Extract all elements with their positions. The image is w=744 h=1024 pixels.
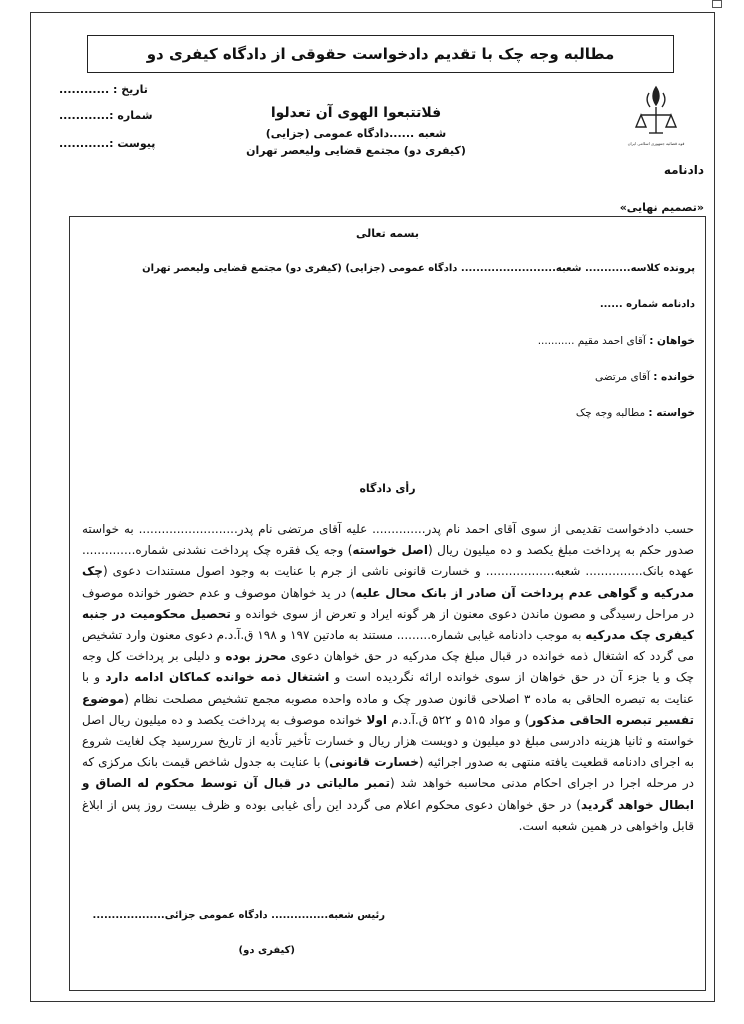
ruling-segment: ) و مواد ۵۱۵ و ۵۲۲ ق.آ.د.م	[387, 712, 530, 727]
signature-line: رئیس شعبه............... دادگاه عمومی جزائی...................	[92, 910, 385, 921]
ruling-segment: خوانده موصوف به پرداخت یکصد و ده میلیون ریال اصل خواسته و ثانیا هزینه دادرسی مبلغ دو میلیون و دویست هزار ریال و خسارت تأخیر تأدیه از تاریخ سررسید چک لغایت شروع به اجرای دادنامه قطعیت یافته منتهی به صدور اجرائیه (	[82, 712, 694, 770]
document-page	[30, 12, 715, 1002]
ruling-emphasis: اولا	[366, 712, 388, 727]
request-line	[576, 407, 695, 419]
ruling-segment: ) در حق خواهان دعوی محکوم اعلام می گردد این رأی غیابی بوده و ظرف بیست روز پس از ابلاغ قابل واخواهی در همین شعبه است.	[82, 797, 694, 833]
defendant-label: خوانده :	[653, 371, 695, 383]
ruling-segment: حسب دادخواست تقدیمی از سوی آقای احمد نام پدر.............. علیه آقای مرتضی نام پدر.......................... به خواسته صدور حکم به پرداخت مبلغ یکصد و ده میلیون ریال (	[82, 522, 695, 558]
ruling-segment: و با عنایت به تبصره الحاقی به ماده ۳ اصلاحی قانون صدور چک و ماده واحده مصوبه مجمع تشخیص مصلحت نظام (	[82, 670, 694, 706]
svg-text:قوه قضائیه جمهوری اسلامی ایران: قوه قضائیه جمهوری اسلامی ایران	[627, 141, 685, 146]
court-verdict-label: دادنامه	[663, 163, 704, 177]
signature-court-type: (کیفری دو)	[238, 945, 295, 956]
basmala: بسمه تعالی	[356, 227, 419, 240]
verdict-number-line: دادنامه شماره ......	[599, 299, 695, 310]
plaintiff-label: خواهان :	[649, 335, 695, 347]
ruling-emphasis: تمبر مالیاتی در قبال آن توسط محکوم له الصاق و ابطال خواهد گردید	[82, 776, 694, 812]
ruling-emphasis: چک مدرکیه و گواهی عدم پرداخت آن صادر از بانک محال علیه	[82, 564, 695, 600]
ruling-segment: و دلیلی بر پرداخت کل وجه چک و یا جزء آن در حق خواهان از سوی خوانده ارائه نگردیده است و	[82, 649, 694, 685]
defendant-value: آقای مرتضی	[594, 371, 654, 383]
ruling-segment: به موجب دادنامه غیابی شماره......... مستند به مادتین ۱۹۷ و ۱۹۸ ق.آ.د.م دعوی معنون وارد تشخیص می گردد که اشتغال ذمه خوانده در قبال مبلغ چک مدرکیه در حق خواهان دعوی	[82, 628, 694, 664]
final-decision-label: «تصمیم نهایی»	[619, 201, 704, 214]
quran-motto: فلاتتبعوا الهوی آن تعدلوا	[270, 105, 442, 121]
judiciary-emblem	[627, 83, 685, 161]
defendant-line	[595, 371, 695, 383]
court-line: (کیفری دو) مجتمع قضایی ولیعصر تهران	[246, 144, 466, 157]
ruling-heading: رأی دادگاه	[359, 482, 416, 495]
date-field: تاریخ : ............	[59, 83, 148, 96]
ruling-emphasis: محرز بوده	[225, 649, 287, 664]
ruling-text	[82, 519, 694, 837]
ruling-segment: ) با عنایت به جدول شاخص قیمت بانک مرکزی که در مرحله اجرا در اجرای احکام مدنی محاسبه خواهد شد (	[82, 755, 695, 791]
judiciary-emblem-icon	[627, 83, 685, 161]
ruling-emphasis: اصل خواسته	[352, 543, 428, 558]
request-value: مطالبه وجه چک	[575, 407, 649, 419]
attachment-field: پیوست :............	[59, 137, 156, 150]
window-corner-box	[712, 0, 722, 8]
case-file-line: پرونده کلاسه............ شعبه......................... دادگاه عمومی (جزایی) (کیفری دو) مجتمع قضایی ولیعصر تهران	[142, 263, 695, 274]
ruling-segment: ) وجه یک فقره چک پرداخت نشدنی شماره.............. عهده بانک............... شعبه.................. و خسارت قانونی ناشی از جرم با عنایت به وجود اصول مستندات دعوی (	[82, 543, 694, 579]
ruling-segment: ) در ید خواهان موصوف و عدم حضور خوانده موصوف در مراحل رسیدگی و مصون ماندن دعوی معنون از هر گونه ایراد و تعرض از سوی خوانده و	[82, 585, 695, 621]
court-header	[221, 105, 491, 157]
verdict-form	[69, 216, 706, 991]
plaintiff-value: آقای احمد مقیم ...........	[537, 335, 650, 347]
document-title-box	[87, 35, 674, 73]
ruling-emphasis: موضوع تفسیر تبصره الحاقی مذکور	[82, 691, 694, 727]
ruling-emphasis: اشتغال ذمه خوانده کماکان ادامه دارد	[105, 670, 330, 685]
number-field: شماره :............	[59, 109, 153, 122]
ruling-emphasis: خسارت قانونی	[329, 755, 419, 770]
plaintiff-line	[538, 335, 695, 347]
document-title: مطالبه وجه چک با تقدیم دادخواست حقوقی از دادگاه کیفری دو	[146, 45, 615, 63]
request-label: خواسته :	[648, 407, 695, 419]
branch-line: شعبه ......دادگاه عمومی (جزایی)	[265, 127, 447, 140]
ruling-emphasis: تحصیل محکومیت در جنبه کیفری چک مدرکیه	[82, 606, 694, 643]
